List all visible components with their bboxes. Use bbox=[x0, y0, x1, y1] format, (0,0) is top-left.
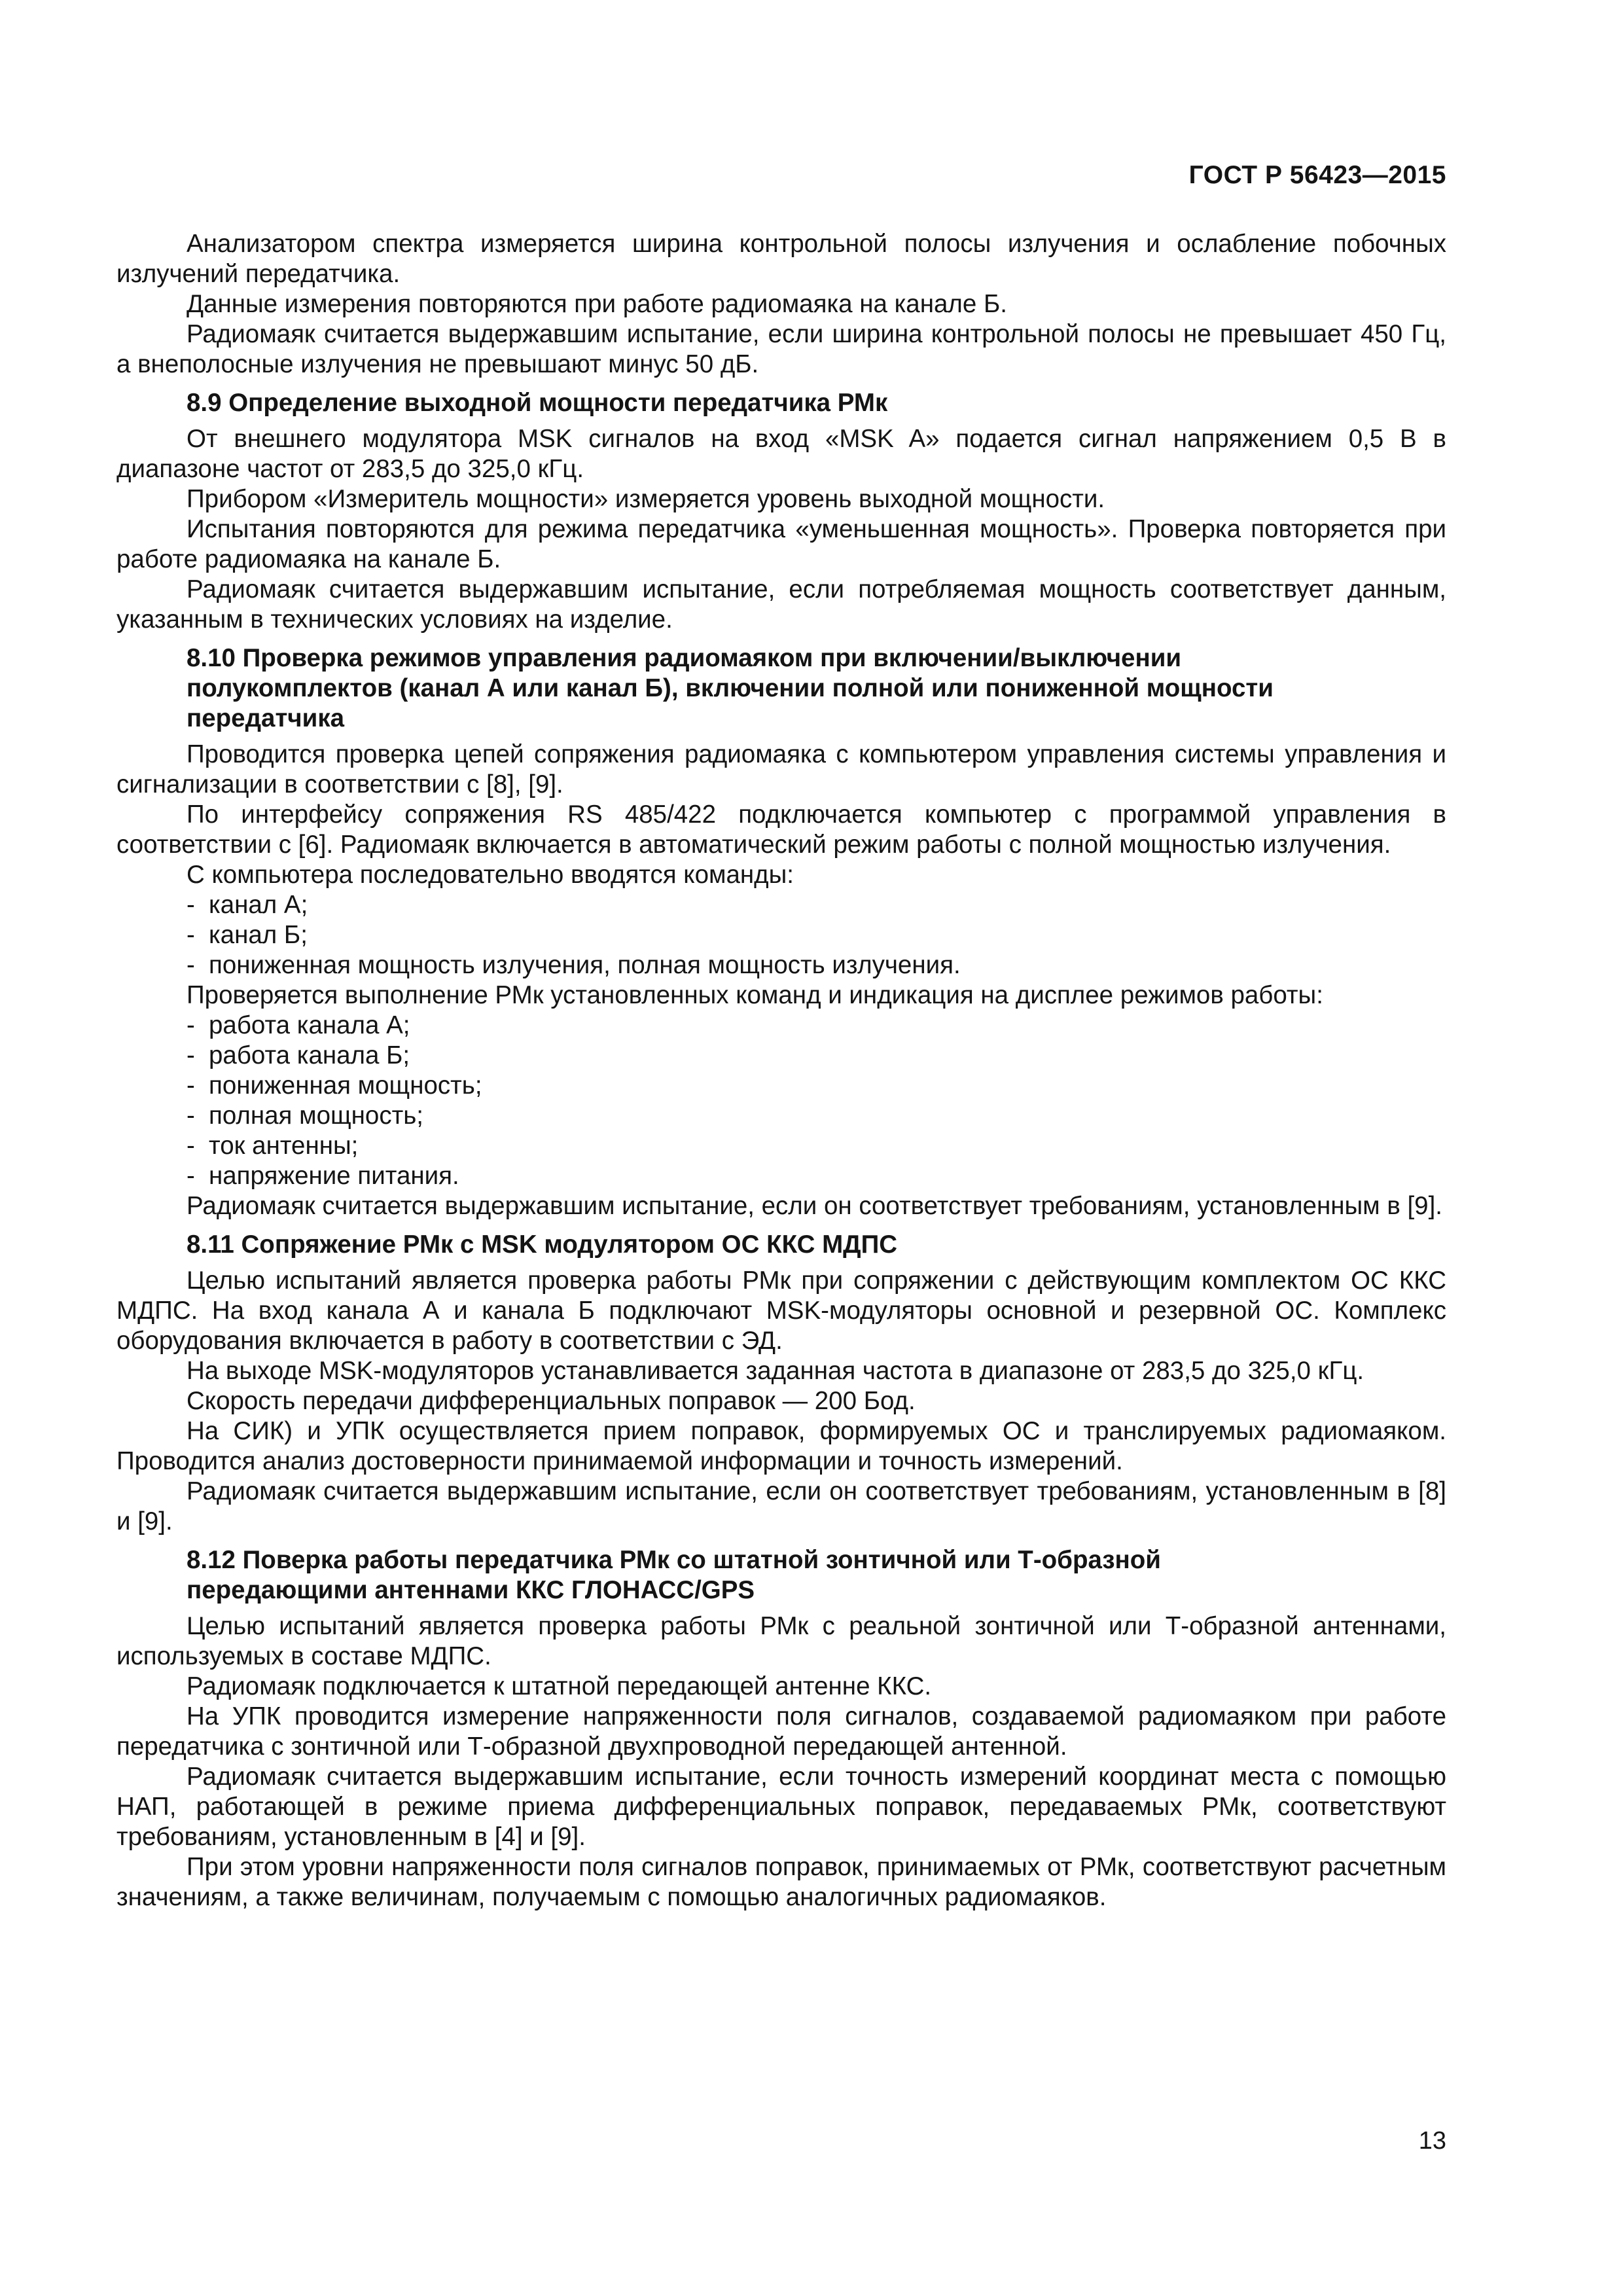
paragraph: Испытания повторяются для режима передатчика «уменьшенная мощность». Проверка повторяется при работе радиомаяка на канале Б. bbox=[116, 515, 1446, 573]
page-number: 13 bbox=[1418, 2127, 1446, 2155]
paragraph: Радиомаяк считается выдержавшим испытание, если потребляемая мощность соответствует данным, указанным в технических условиях на изделие. bbox=[116, 575, 1446, 634]
section-heading-8-12 bbox=[116, 1545, 1446, 1605]
paragraph: При этом уровни напряженности поля сигналов поправок, принимаемых от РМк, соответствуют расчетным значениям, а также величинам, получаемым с помощью аналогичных радиомаяков. bbox=[116, 1853, 1446, 1911]
section-heading-8-9: 8.9 Определение выходной мощности передатчика РМк bbox=[187, 389, 888, 417]
paragraph: Скорость передачи дифференциальных поправок — 200 Бод. bbox=[187, 1387, 916, 1415]
list-item: - полная мощность; bbox=[187, 1102, 423, 1130]
paragraph: Прибором «Измеритель мощности» измеряется уровень выходной мощности. bbox=[187, 485, 1105, 513]
paragraph: Данные измерения повторяются при работе радиомаяка на канале Б. bbox=[187, 290, 1007, 318]
list-item: - пониженная мощность излучения, полная мощность излучения. bbox=[187, 951, 961, 979]
list-item: - напряжение питания. bbox=[187, 1162, 459, 1190]
heading-line: передатчика bbox=[187, 704, 345, 732]
heading-line: 8.12 Поверка работы передатчика РМк со штатной зонтичной или Т-образной bbox=[187, 1546, 1161, 1574]
paragraph: Радиомаяк считается выдержавшим испытание, если точность измерений координат места с помощью НАП, работающей в режиме приема дифференциальных поправок, передаваемых РМк, соответствуют требованиям, установленным в [4] и [9]. bbox=[116, 1763, 1446, 1851]
paragraph: Радиомаяк считается выдержавшим испытание, если он соответствует требованиям, установленным в [9]. bbox=[187, 1192, 1442, 1220]
modes-list bbox=[116, 1011, 1446, 1191]
list-item: - ток антенны; bbox=[187, 1132, 359, 1160]
heading-line: 8.10 Проверка режимов управления радиомаяком при включении/выключении bbox=[187, 644, 1182, 672]
list-item: - канал Б; bbox=[187, 921, 308, 949]
section-heading-8-10 bbox=[116, 643, 1446, 734]
paragraph: Радиомаяк считается выдержавшим испытание, если он соответствует требованиям, установленным в [8] и [9]. bbox=[116, 1477, 1446, 1535]
list-item: - пониженная мощность; bbox=[187, 1071, 482, 1100]
section-heading-8-11: 8.11 Сопряжение РМк с MSK модулятором ОС ККС МДПС bbox=[187, 1230, 898, 1259]
paragraph: Радиомаяк подключается к штатной передающей антенне ККС. bbox=[187, 1672, 932, 1700]
list-item: - работа канала А; bbox=[187, 1011, 410, 1039]
paragraph: Проводится проверка цепей сопряжения радиомаяка с компьютером управления системы управления и сигнализации в соответствии с [8], [9]. bbox=[116, 740, 1446, 798]
paragraph: На СИК) и УПК осуществляется прием поправок, формируемых ОС и транслируемых радиомаяком. Проводится анализ достоверности принимаемой информации и точность измерений. bbox=[116, 1417, 1446, 1475]
heading-line: полукомплектов (канал А или канал Б), включении полной или пониженной мощности bbox=[187, 674, 1274, 702]
heading-line: передающими антеннами ККС ГЛОНАСС/GPS bbox=[187, 1576, 755, 1604]
page-content bbox=[116, 229, 1446, 1912]
paragraph: От внешнего модулятора MSK сигналов на вход «MSK A» подается сигнал напряжением 0,5 В в диапазоне частот от 283,5 до 325,0 кГц. bbox=[116, 425, 1446, 483]
document-id: ГОСТ Р 56423—2015 bbox=[1188, 161, 1446, 189]
paragraph: На УПК проводится измерение напряженности поля сигналов, создаваемой радиомаяком при работе передатчика с зонтичной или Т-образной двухпроводной передающей антенной. bbox=[116, 1702, 1446, 1761]
paragraph: Анализатором спектра измеряется ширина контрольной полосы излучения и ослабление побочных излучений передатчика. bbox=[116, 230, 1446, 288]
paragraph: По интерфейсу сопряжения RS 485/422 подключается компьютер с программой управления в соответствии с [6]. Радиомаяк включается в автоматический режим работы с полной мощностью излучения. bbox=[116, 800, 1446, 859]
commands-list bbox=[116, 890, 1446, 980]
list-item: - канал А; bbox=[187, 891, 308, 919]
paragraph: Целью испытаний является проверка работы РМк при сопряжении с действующим комплектом ОС ККС МДПС. На вход канала А и канала Б подключают MSK-модуляторы основной и резервной ОС. Комплекс оборудования включается в работу в соответствии с ЭД. bbox=[116, 1266, 1446, 1355]
paragraph: Радиомаяк считается выдержавшим испытание, если ширина контрольной полосы не превышает 450 Гц, а внеполосные излучения не превышают минус 50 дБ. bbox=[116, 320, 1446, 378]
paragraph: Целью испытаний является проверка работы РМк с реальной зонтичной или Т-образной антеннами, используемых в составе МДПС. bbox=[116, 1612, 1446, 1670]
paragraph: С компьютера последовательно вводятся команды: bbox=[187, 861, 794, 889]
list-item: - работа канала Б; bbox=[187, 1041, 410, 1069]
paragraph: Проверяется выполнение РМк установленных команд и индикация на дисплее режимов работы: bbox=[187, 981, 1323, 1009]
paragraph: На выходе MSK-модуляторов устанавливается заданная частота в диапазоне от 283,5 до 325,0 кГц. bbox=[187, 1357, 1364, 1385]
